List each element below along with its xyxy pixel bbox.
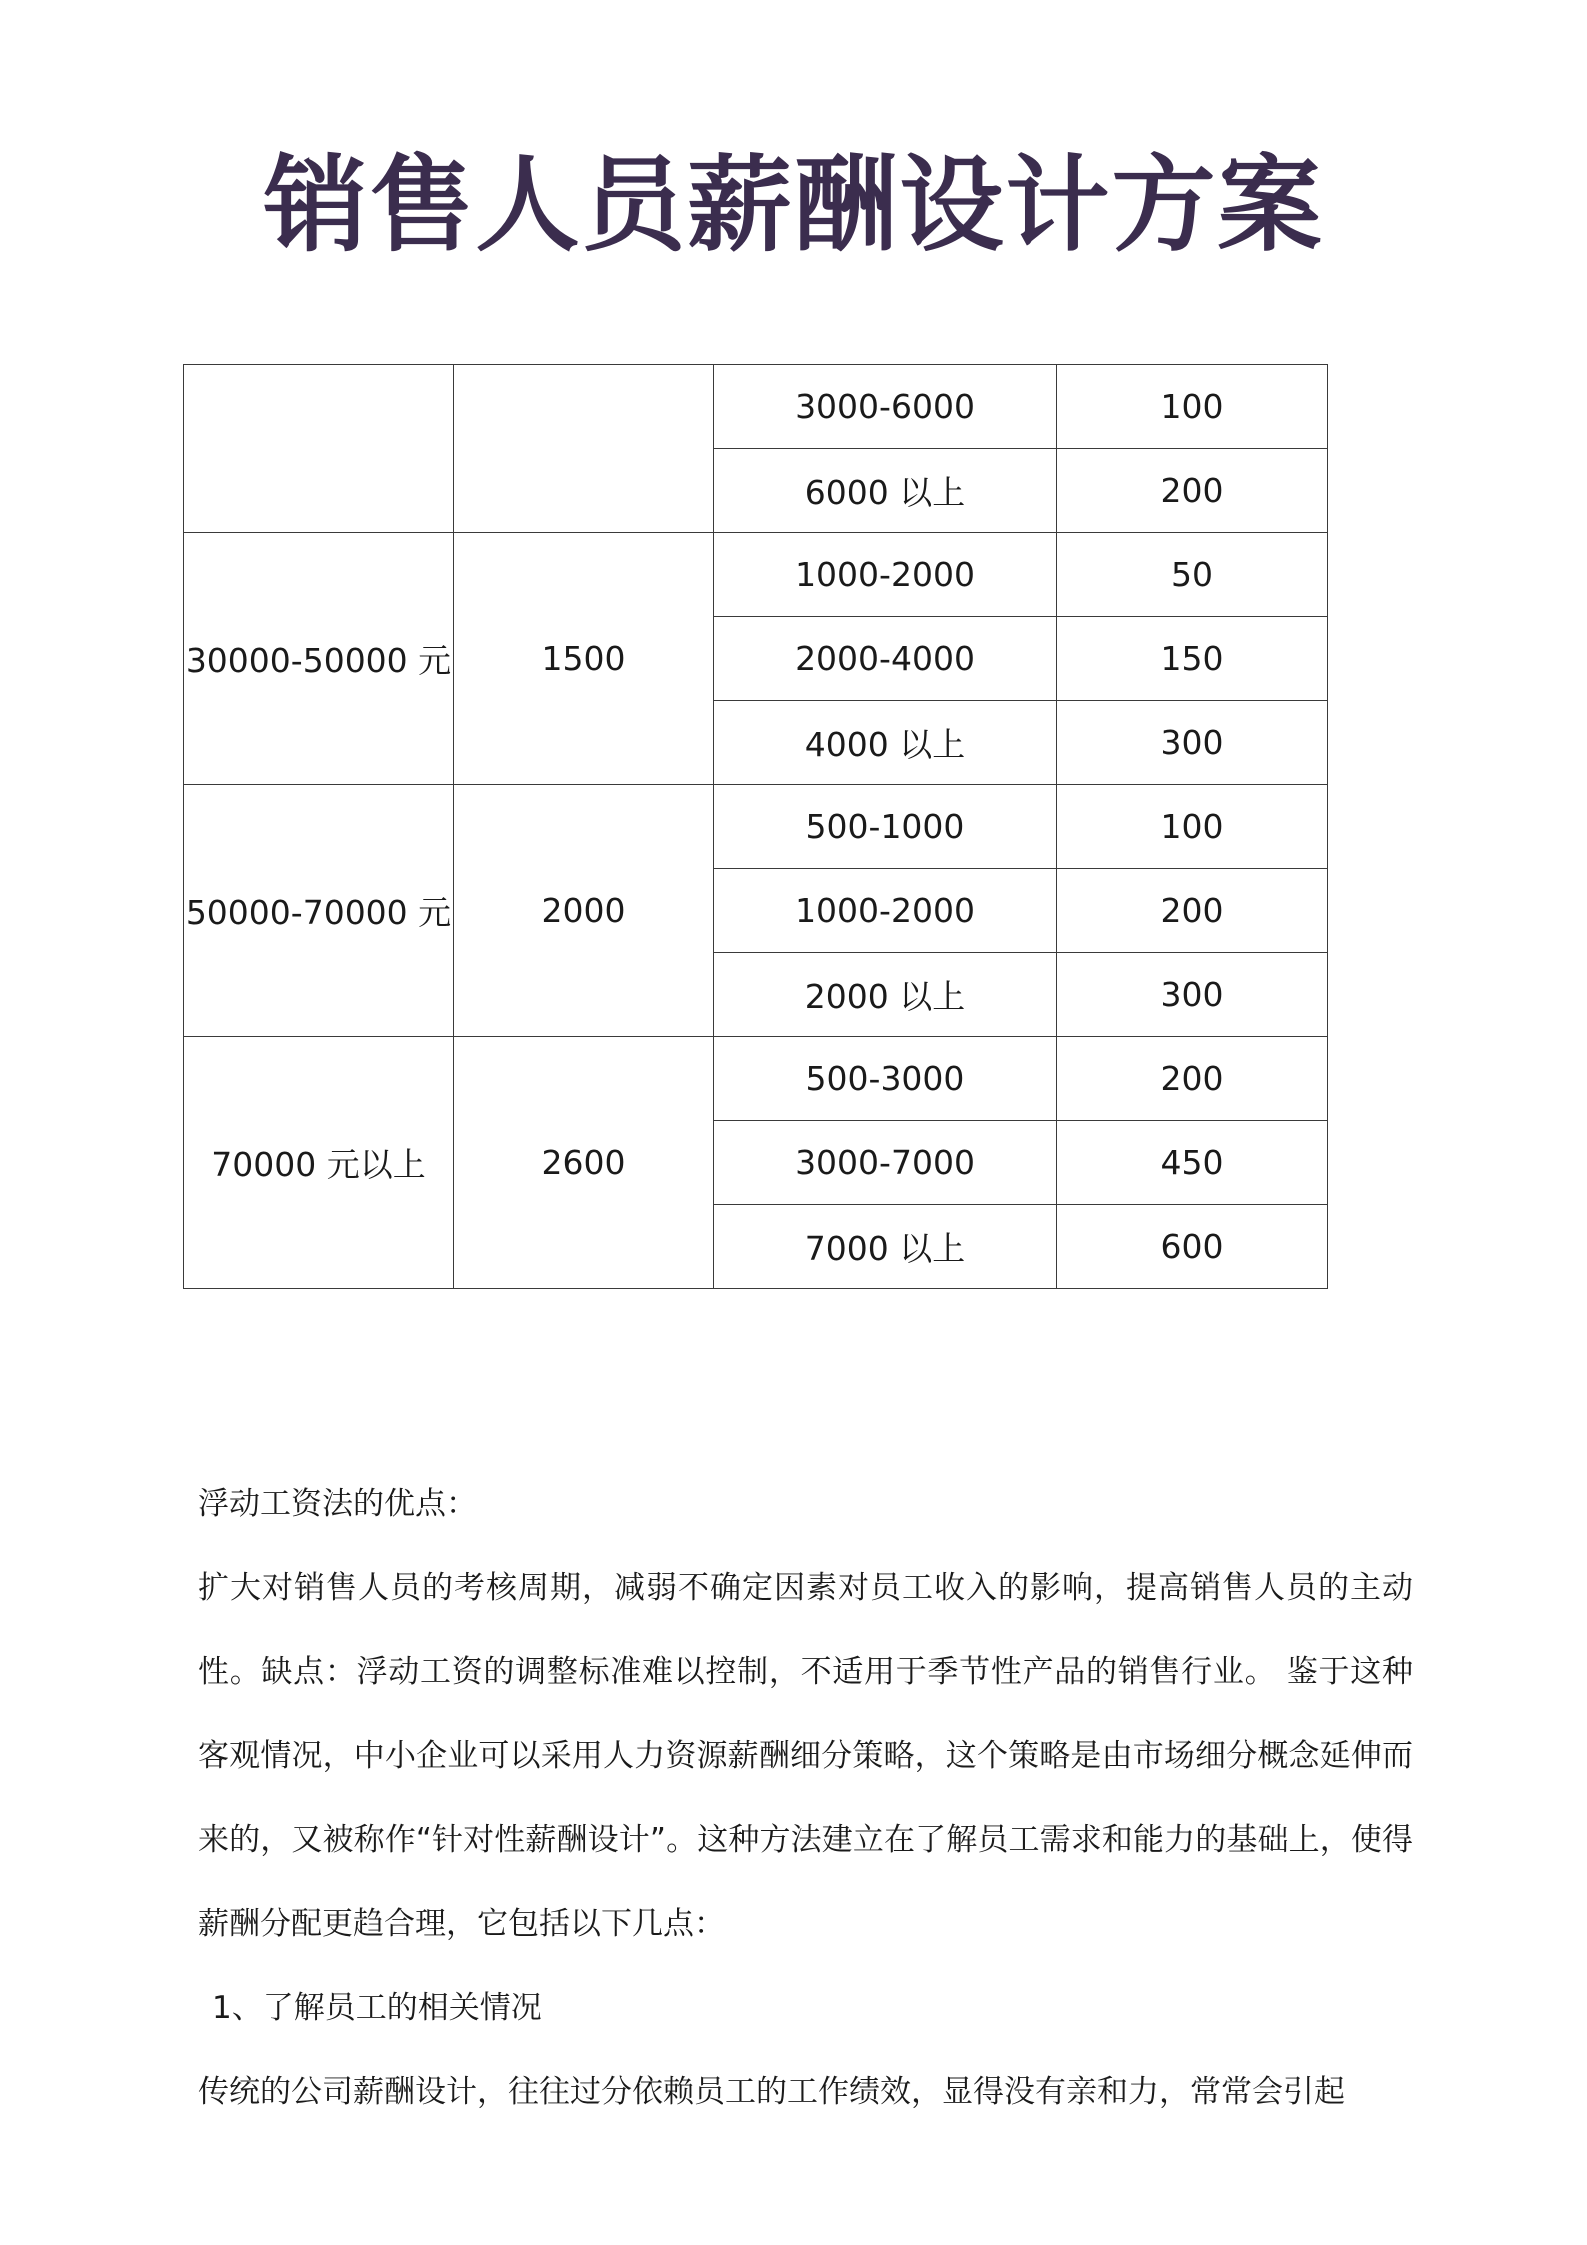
section-heading: 浮动工资法的优点： [198, 1486, 477, 1522]
sales-cell: 6000 以上 [714, 449, 1057, 533]
sales-cell: 3000-7000 [714, 1121, 1057, 1205]
sales-cell: 4000 以上 [714, 701, 1057, 785]
bonus-cell: 300 [1057, 701, 1328, 785]
sales-cell: 1000-2000 [714, 869, 1057, 953]
sales-cell: 500-1000 [714, 785, 1057, 869]
sales-cell: 3000-6000 [714, 365, 1057, 449]
sales-cell: 1000-2000 [714, 533, 1057, 617]
table-row [184, 1037, 1328, 1121]
bonus-cell: 50 [1057, 533, 1328, 617]
page-title: 销售人员薪酬设计方案 [263, 144, 1324, 266]
bonus-cell: 100 [1057, 785, 1328, 869]
bonus-cell: 150 [1057, 617, 1328, 701]
base-cell: 2000 [454, 785, 714, 1037]
range-cell: 30000-50000 元 [184, 533, 454, 785]
paragraph: 传统的公司薪酬设计，往往过分依赖员工的工作绩效，显得没有亲和力，常常会引起 [198, 2074, 1345, 2110]
base-cell: 2600 [454, 1037, 714, 1289]
point-heading: 1、了解员工的相关情况 [212, 1990, 542, 2026]
body-text [198, 1462, 1413, 2134]
range-cell: 70000 元以上 [184, 1037, 454, 1289]
base-cell: 1500 [454, 533, 714, 785]
range-cell: 50000-70000 元 [184, 785, 454, 1037]
table-row [184, 785, 1328, 869]
paragraph: 扩大对销售人员的考核周期，减弱不确定因素对员工收入的影响，提高销售人员的主动性。缺点：浮动工资的调整标准难以控制，不适用于季节性产品的销售行业。 鉴于这种客观情况，中小企业可以采用人力资源薪酬细分策略，这个策略是由市场细分概念延伸而来的，又被称作“针对性薪酬设计”。这种方法建立在了解员工需求和能力的基础上，使得薪酬分配更趋合理，它包括以下几点： [198, 1570, 1413, 1942]
bonus-cell: 600 [1057, 1205, 1328, 1289]
sales-cell: 2000-4000 [714, 617, 1057, 701]
table-row [184, 533, 1328, 617]
bonus-cell: 300 [1057, 953, 1328, 1037]
bonus-cell: 100 [1057, 365, 1328, 449]
bonus-cell: 200 [1057, 869, 1328, 953]
sales-cell: 500-3000 [714, 1037, 1057, 1121]
bonus-cell: 200 [1057, 449, 1328, 533]
salary-table [183, 364, 1328, 1289]
sales-cell: 2000 以上 [714, 953, 1057, 1037]
bonus-cell: 450 [1057, 1121, 1328, 1205]
base-cell [454, 365, 714, 533]
sales-cell: 7000 以上 [714, 1205, 1057, 1289]
range-cell [184, 365, 454, 533]
bonus-cell: 200 [1057, 1037, 1328, 1121]
table-row [184, 365, 1328, 449]
